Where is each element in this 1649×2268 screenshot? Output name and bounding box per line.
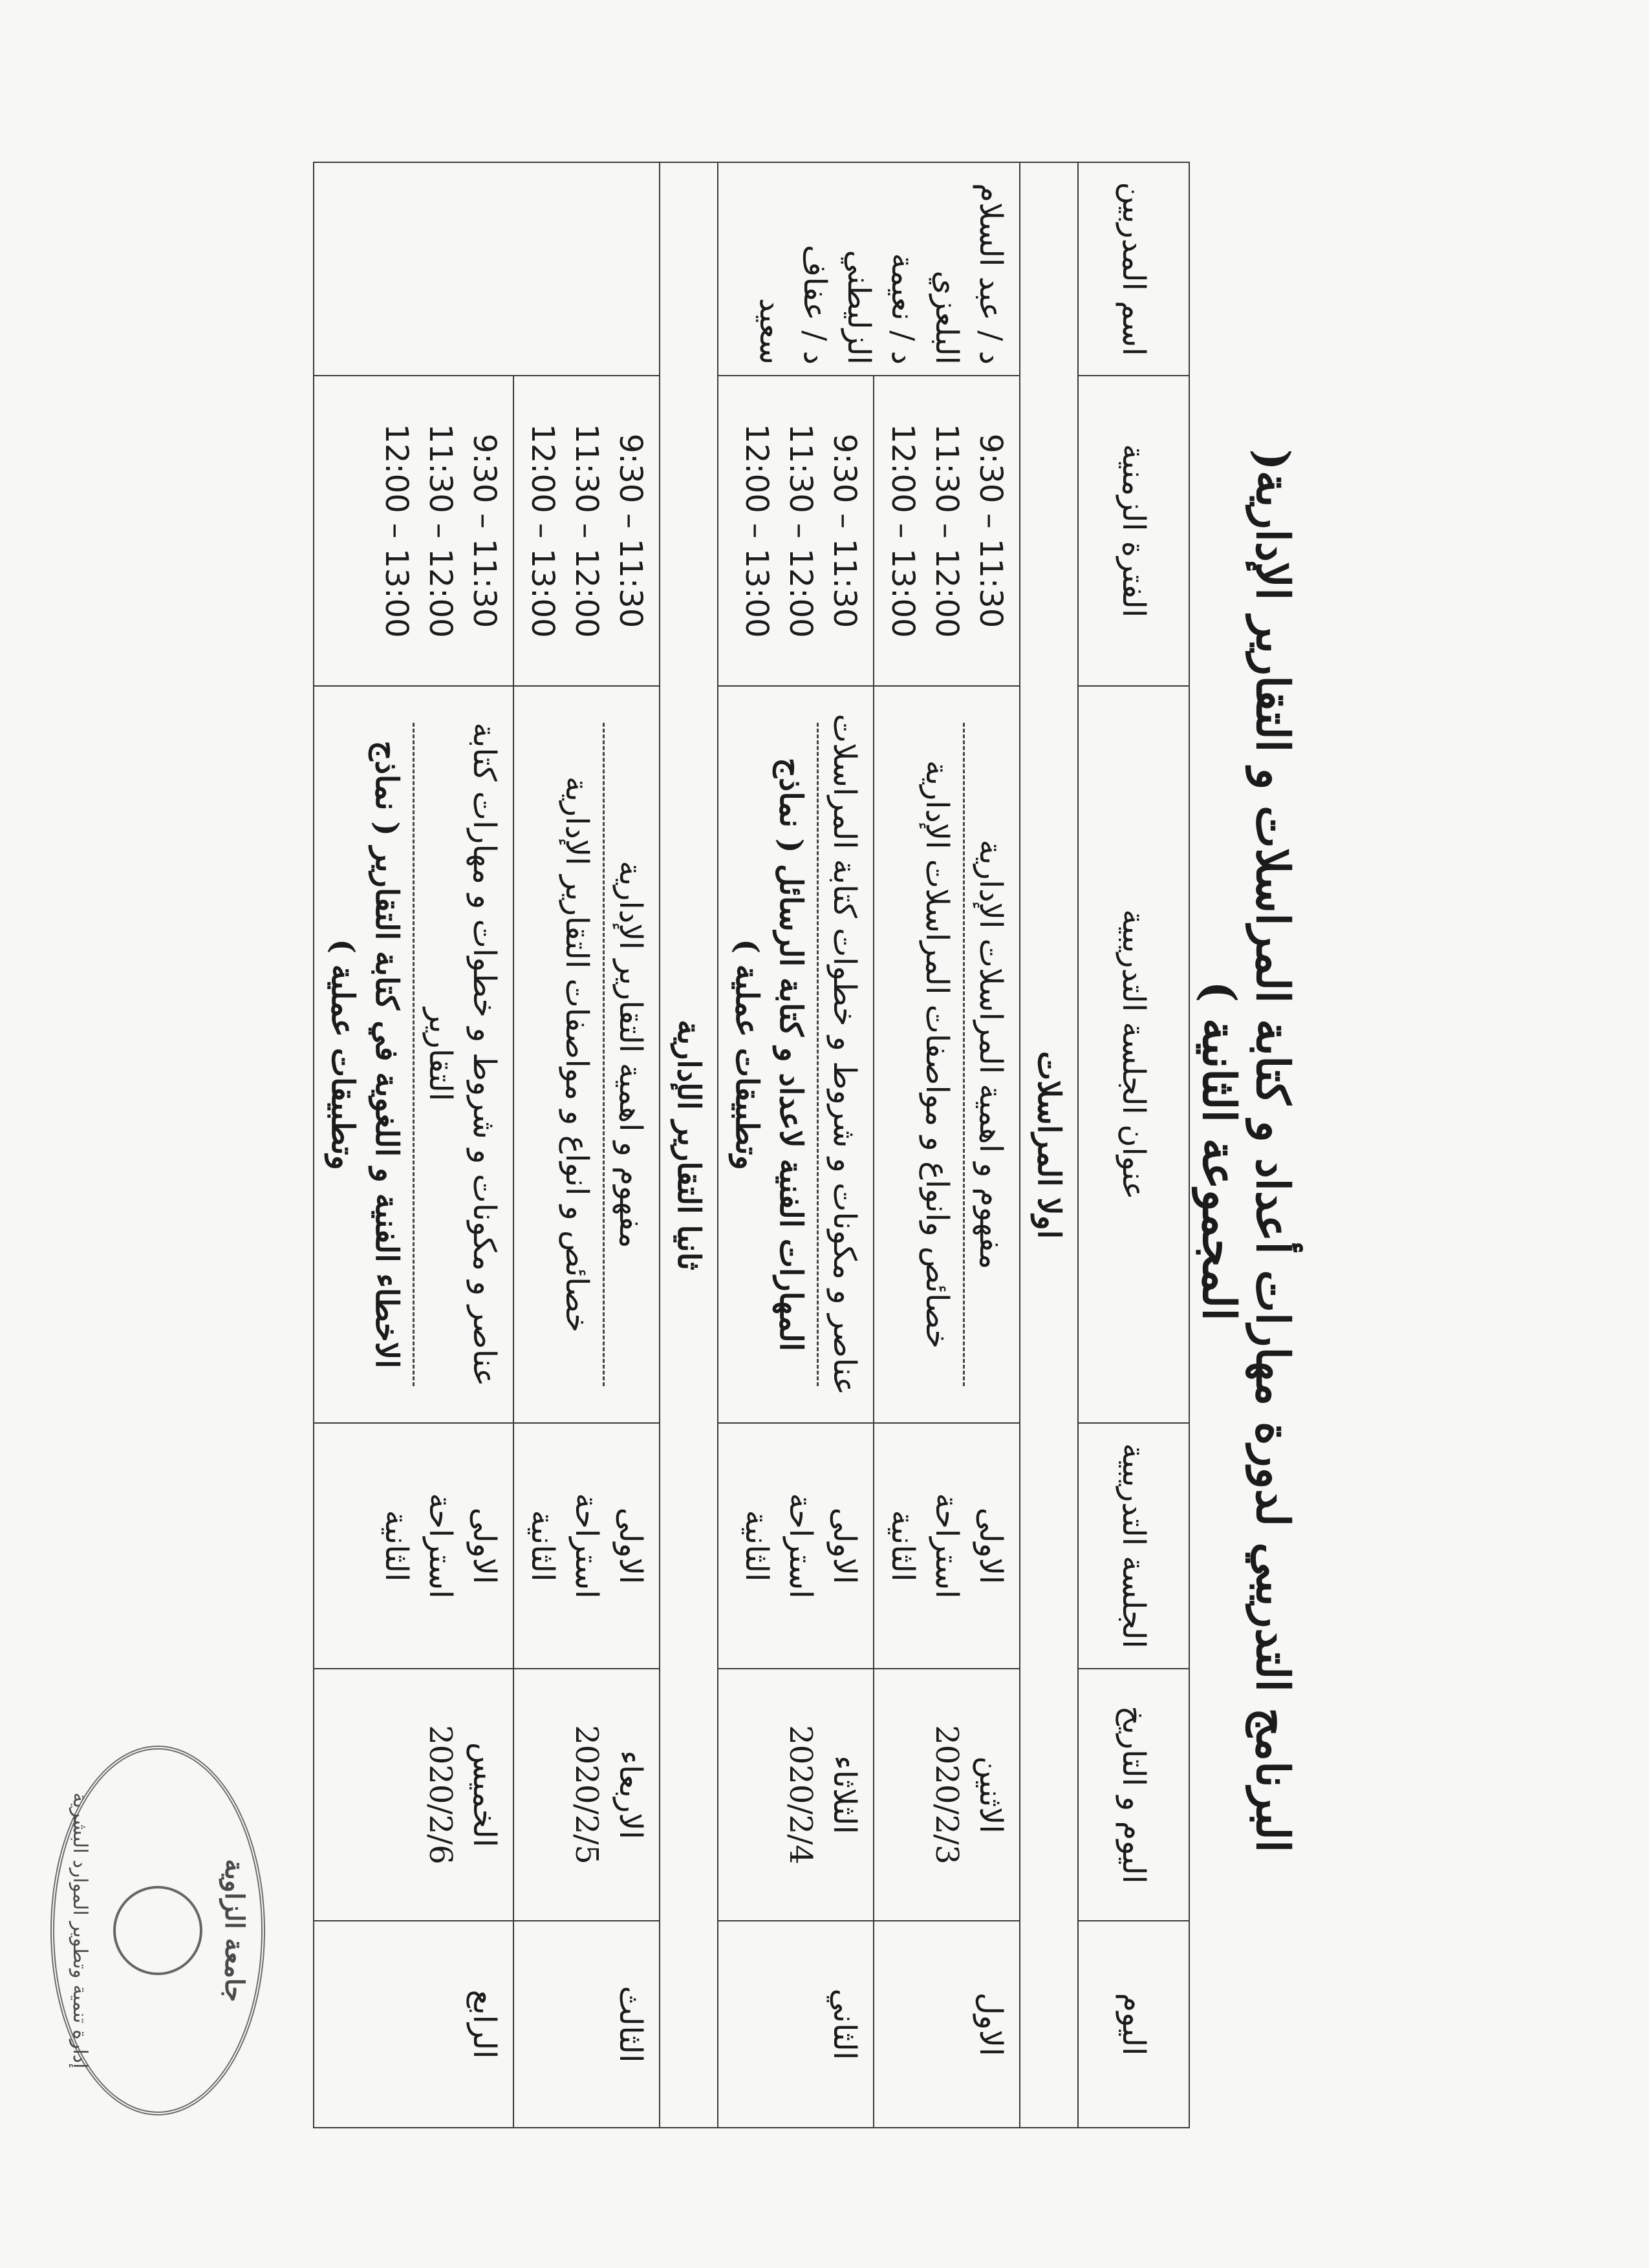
topic-cell xyxy=(513,686,660,1423)
table-row xyxy=(513,162,660,2128)
date: 2020/2/3 xyxy=(929,1725,965,1865)
trainer-name: د / عفاف سعيد xyxy=(753,244,833,365)
topic: خصائص و انواع و مواصفات التقارير الإدارية xyxy=(559,776,595,1333)
day-cell: الرابع xyxy=(314,1921,513,2128)
session-label: الثانية xyxy=(738,1510,775,1582)
section-first-label: اولا المراسلات xyxy=(1020,162,1078,2128)
date-cell xyxy=(314,1669,513,1921)
session-label: استراحة xyxy=(782,1493,819,1599)
time-slot: 9:30 – 11:30 xyxy=(826,433,863,628)
stamp-bottom-text: إدارة تنمية وتطوير الموارد البشرية xyxy=(69,1792,91,2069)
topic: مفهوم و اهمية التقارير الإدارية xyxy=(612,861,649,1248)
table-row xyxy=(874,162,1020,2128)
date-cell xyxy=(718,1669,874,1921)
day-cell: الثاني xyxy=(718,1921,874,2128)
session-label: الاولى xyxy=(612,1507,649,1585)
date-cell xyxy=(513,1669,660,1921)
session-label: استراحة xyxy=(929,1493,965,1599)
seal-emblem-icon xyxy=(113,1886,202,1975)
session-label: الثانية xyxy=(378,1510,415,1582)
session-label: الاولى xyxy=(466,1507,502,1585)
session-cell xyxy=(513,1423,660,1669)
trainers-cell xyxy=(718,162,1020,376)
time-slot: 11:30 – 12:00 xyxy=(568,423,605,638)
header-period: الفترة الزمنية xyxy=(1078,376,1189,686)
session-cell xyxy=(874,1423,1020,1669)
weekday: الثلاثاء xyxy=(826,1755,863,1834)
time-slot: 12:00 – 13:00 xyxy=(378,423,415,638)
time-slot: 11:30 – 12:00 xyxy=(422,423,458,638)
university-stamp xyxy=(50,1746,265,2115)
session-label: الاولى xyxy=(973,1507,1009,1585)
topic-cell xyxy=(314,686,513,1423)
time-slot: 9:30 – 11:30 xyxy=(466,433,502,628)
time-slot: 11:30 – 12:00 xyxy=(782,423,819,638)
time-cell xyxy=(513,376,660,686)
section-row-first xyxy=(1020,162,1078,2128)
stamp-top-text: جامعة الزاوية xyxy=(219,1859,250,2002)
session-label: الثانية xyxy=(524,1510,561,1582)
session-label: الثانية xyxy=(885,1510,921,1582)
header-day: اليوم xyxy=(1078,1921,1189,2128)
section-second-label: ثانيا التقارير الإدارية xyxy=(660,162,718,2128)
table-row xyxy=(718,162,874,2128)
program-table xyxy=(313,162,1190,2128)
topic-cell xyxy=(718,686,874,1423)
time-slot: 12:00 – 13:00 xyxy=(738,423,775,638)
trainers-cell-empty xyxy=(314,162,660,376)
trainer-name: د / عبد السلام البلعزي xyxy=(929,183,1009,365)
page-title: البرنامج التدريبي لدورة مهارات أعداد و كتابة المراسلات و التقارير الإدارية( المجموعة الثانية ) xyxy=(1192,449,1300,1853)
dashed-divider xyxy=(413,723,415,1386)
date: 2020/2/5 xyxy=(568,1725,605,1865)
weekday: الخميس xyxy=(466,1742,502,1848)
session-label: الاولى xyxy=(826,1507,863,1585)
header-session: الجلسة التدريبية xyxy=(1078,1423,1189,1669)
weekday: الاربعاء xyxy=(612,1750,649,1839)
date: 2020/2/6 xyxy=(422,1725,458,1865)
time-slot: 9:30 – 11:30 xyxy=(612,433,649,628)
header-row xyxy=(1078,162,1189,2128)
session-label: استراحة xyxy=(568,1493,605,1599)
topic: الاخطاء الفنية و اللغوية في كتابة التقارير ( نماذج وتطبيقات عملية ) xyxy=(325,740,405,1369)
time-slot: 9:30 – 11:30 xyxy=(973,433,1009,628)
time-cell xyxy=(718,376,874,686)
topic: مفهوم و اهمية المراسلات الإدارية xyxy=(973,839,1009,1270)
section-row-second xyxy=(660,162,718,2128)
weekday: الاثنين xyxy=(973,1756,1009,1834)
trainer-name: د / نعيمة الزليطني xyxy=(841,250,921,365)
day-cell: الثالث xyxy=(513,1921,660,2128)
session-cell xyxy=(314,1423,513,1669)
day-cell: الاول xyxy=(874,1921,1020,2128)
date-cell xyxy=(874,1669,1020,1921)
dashed-divider xyxy=(963,723,965,1386)
time-slot: 12:00 – 13:00 xyxy=(524,423,561,638)
time-cell xyxy=(314,376,513,686)
date: 2020/2/4 xyxy=(782,1725,819,1865)
time-slot: 11:30 – 12:00 xyxy=(929,423,965,638)
time-cell xyxy=(874,376,1020,686)
session-cell xyxy=(718,1423,874,1669)
table-row xyxy=(314,162,513,2128)
topic: عناصر و مكونات و شروط و خطوات و مهارات كتابة التقارير xyxy=(422,722,502,1387)
header-day-date: اليوم و التاريخ xyxy=(1078,1669,1189,1921)
topic: المهارات الفنية لاعداد و كتابة الرسائل ( نماذج وتطبيقات عملية ) xyxy=(729,757,809,1352)
time-slot: 12:00 – 13:00 xyxy=(885,423,921,638)
header-session-title: عنوان الجلسة التدريبية xyxy=(1078,686,1189,1423)
topic: عناصر و مكونات و شروط و خطوات كتابة المراسلات xyxy=(826,713,863,1396)
header-trainers: اسم المدربين xyxy=(1078,162,1189,376)
topic: خصائص وانواع و مواصفات المراسلات الإدارية xyxy=(919,760,955,1349)
topic-cell xyxy=(874,686,1020,1423)
dashed-divider xyxy=(817,723,819,1386)
session-label: استراحة xyxy=(422,1493,458,1599)
dashed-divider xyxy=(603,723,605,1386)
